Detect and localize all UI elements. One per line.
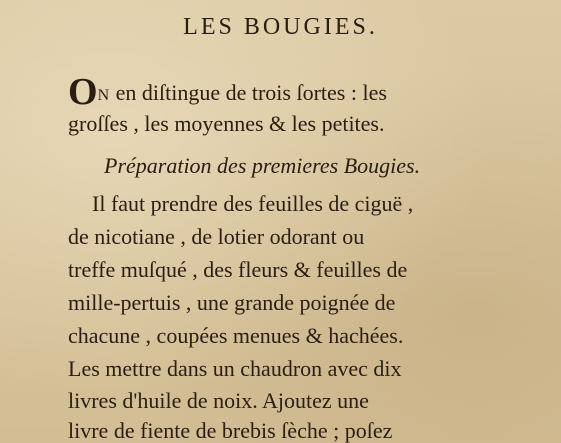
body-line-3: treffe muſqué , des fleurs & feuilles de	[68, 257, 408, 282]
section-subheading: Préparation des premieres Bougies.	[104, 153, 421, 178]
body-line-8: livre de fiente de brebis ſèche ; poſez	[68, 418, 393, 443]
body-line-1: Il faut prendre des feuilles de ciguë ,	[92, 191, 414, 216]
page-heading: LES BOUGIES.	[183, 14, 378, 40]
small-capital: N	[97, 87, 111, 104]
intro-line-2: groſſes , les moyennes & les petites.	[68, 111, 385, 136]
body-line-6: Les mettre dans un chaudron avec dix	[68, 356, 402, 381]
intro-line-1-text: en diſtingue de trois ſortes : les	[110, 80, 387, 105]
body-line-4: mille-pertuis , une grande poignée de	[68, 290, 396, 315]
intro-line-1	[68, 71, 387, 113]
body-line-7: livres d'huile de noix. Ajoutez une	[68, 388, 369, 413]
drop-capital: O	[68, 71, 98, 113]
body-line-2: de nicotiane , de lotier odorant ou	[68, 224, 365, 249]
body-line-5: chacune , coupées menues & hachées.	[68, 323, 404, 348]
